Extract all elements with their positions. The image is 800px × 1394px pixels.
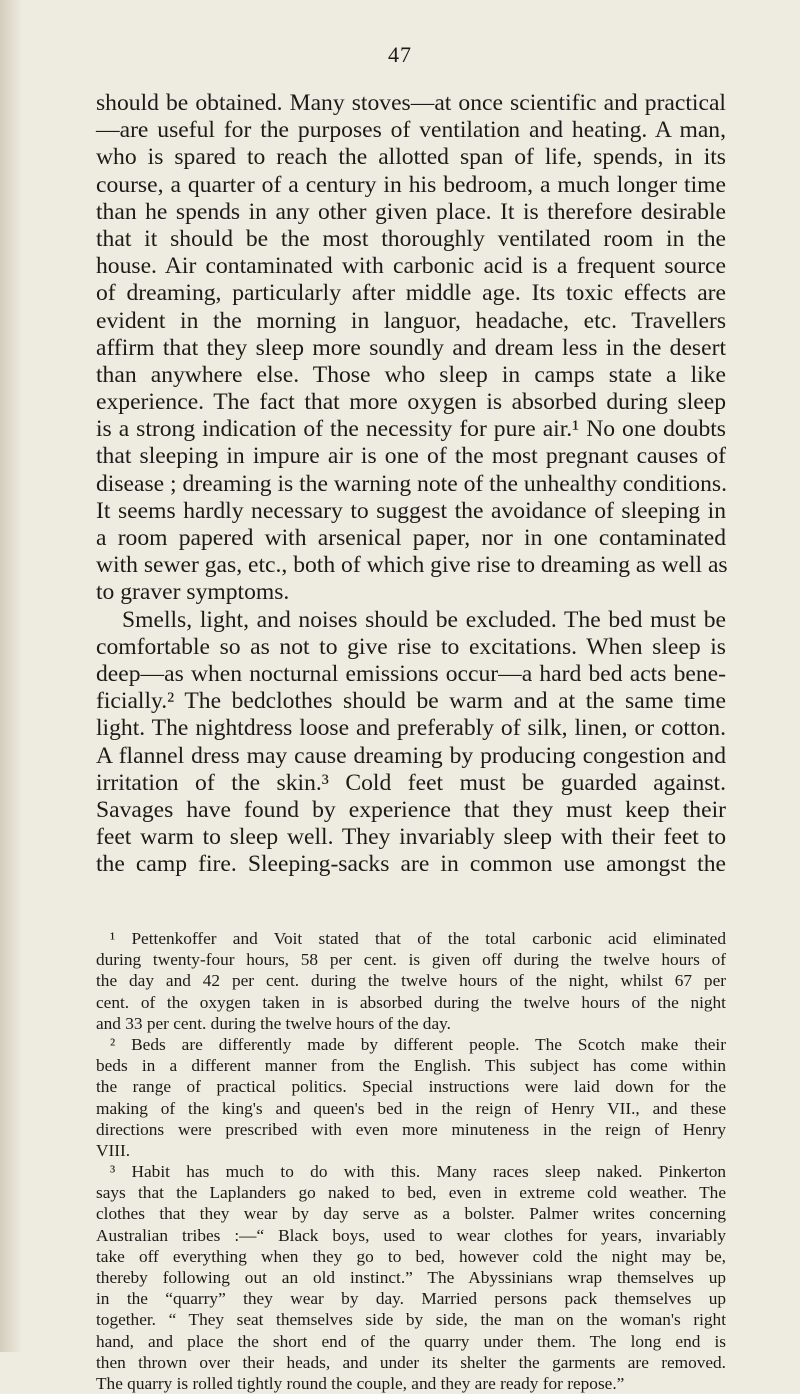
footnote-line: the range of practical politics. Special instructions were laid down for the (96, 1077, 726, 1097)
body-line: course, a quarter of a century in his bedroom, a much longer time (96, 171, 726, 198)
footnote-line: ³ Habit has much to do with this. Many races sleep naked. Pinkerton (110, 1162, 726, 1182)
body-line: Savages have found by experience that they must keep their (96, 796, 726, 823)
body-line: evident in the morning in languor, headache, etc. Travellers (96, 307, 726, 334)
footnote-line: during twenty-four hours, 58 per cent. is given off during the twelve hours of (96, 950, 726, 970)
body-line: A flannel dress may cause dreaming by producing congestion and (96, 742, 726, 769)
footnote-line: thereby following out an old instinct.” The Abyssinians wrap themselves up (96, 1268, 726, 1287)
footnote-line: VIII. (96, 1140, 131, 1160)
body-line: deep—as when nocturnal emissions occur—a hard bed acts bene- (96, 660, 726, 687)
body-line: experience. The fact that more oxygen is absorbed during sleep (96, 389, 726, 416)
body-line: who is spared to reach the allotted span of life, spends, in its (96, 144, 726, 171)
body-line: is a strong indication of the necessity for pure air.¹ No one doubts (96, 416, 726, 443)
footnote-line: beds in a different manner from the English. This subject has come within (96, 1056, 726, 1076)
body-line: feet warm to sleep well. They invariably sleep with their feet to (96, 824, 726, 851)
body-line: disease ; dreaming is the warning note of the unhealthy conditions. (96, 470, 727, 497)
footnote-line: then thrown over their heads, and under its shelter the garments are removed. (96, 1352, 726, 1372)
page-gutter-shadow (0, 0, 22, 1352)
footnotes (96, 928, 726, 1394)
body-line: to graver symptoms. (96, 579, 290, 606)
footnote-line: in the “quarry” they wear by day. Married persons pack themselves up (96, 1289, 726, 1309)
body-line: that sleeping in impure air is one of the most pregnant causes of (96, 443, 726, 470)
page-number: 47 (388, 42, 412, 67)
body-line: of dreaming, particularly after middle age. Its toxic effects are (96, 280, 726, 307)
footnote-line: The quarry is rolled tightly round the couple, and they are ready for repose.” (96, 1373, 625, 1393)
body-line: with sewer gas, etc., both of which give rise to dreaming as well as (96, 552, 728, 579)
body-line: comfortable so as not to give rise to excitations. When sleep is (96, 633, 726, 660)
footnote-line: directions were prescribed with even more minuteness in the reign of Henry (96, 1119, 726, 1139)
body-line: should be obtained. Many stoves—at once scientific and practical (96, 90, 726, 116)
footnote-line: says that the Laplanders go naked to bed, even in extreme cold weather. The (96, 1183, 726, 1203)
body-line: light. The nightdress loose and preferably of silk, linen, or cotton. (96, 715, 726, 742)
body-line: house. Air contaminated with carbonic acid is a frequent source (96, 253, 726, 280)
body-line: the camp fire. Sleeping-sacks are in common use amongst the (96, 851, 726, 878)
body-line: —are useful for the purposes of ventilation and heating. A man, (96, 117, 726, 144)
footnote-line: the day and 42 per cent. during the twelve hours of the night, whilst 67 per (96, 971, 726, 991)
footnote-line: and 33 per cent. during the twelve hours of the day. (96, 1013, 451, 1033)
footnote-line: hand, and place the short end of the quarry under them. The long end is (96, 1331, 726, 1351)
main-text (96, 90, 726, 878)
body-line: It seems hardly necessary to suggest the avoidance of sleeping in (96, 497, 726, 524)
body-line: than anywhere else. Those who sleep in camps state a like (96, 361, 726, 388)
body-line: a room papered with arsenical paper, nor in one contaminated (96, 525, 726, 551)
footnote-line: clothes that they wear by day serve as a bolster. Palmer writes concerning (96, 1204, 726, 1224)
footnote-line: ¹ Pettenkoffer and Voit stated that of the total carbonic acid eliminated (110, 929, 726, 948)
footnote-line: cent. of the oxygen taken in is absorbed during the twelve hours of the night (96, 992, 726, 1012)
footnote-line: ² Beds are differently made by different people. The Scotch make their (110, 1034, 726, 1054)
body-line: that it should be the most thoroughly ventilated room in the (96, 225, 726, 252)
footnote-line: Australian tribes :—“ Black boys, used to wear clothes for years, invariably (96, 1225, 726, 1245)
body-line: Smells, light, and noises should be excluded. The bed must be (122, 606, 726, 633)
body-line: than he spends in any other given place. It is therefore desirable (96, 198, 726, 225)
footnote-line: take off everything when they go to bed, however cold the night may be, (96, 1246, 726, 1266)
body-line: affirm that they sleep more soundly and dream less in the desert (96, 334, 726, 361)
footnote-line: together. “ They seat themselves side by side, the man on the woman's right (96, 1310, 726, 1330)
body-line: irritation of the skin.³ Cold feet must be guarded against. (96, 769, 726, 796)
body-line: ficially.² The bedclothes should be warm and at the same time (96, 688, 726, 715)
footnote-line: making of the king's and queen's bed in the reign of Henry VII., and these (96, 1098, 726, 1118)
